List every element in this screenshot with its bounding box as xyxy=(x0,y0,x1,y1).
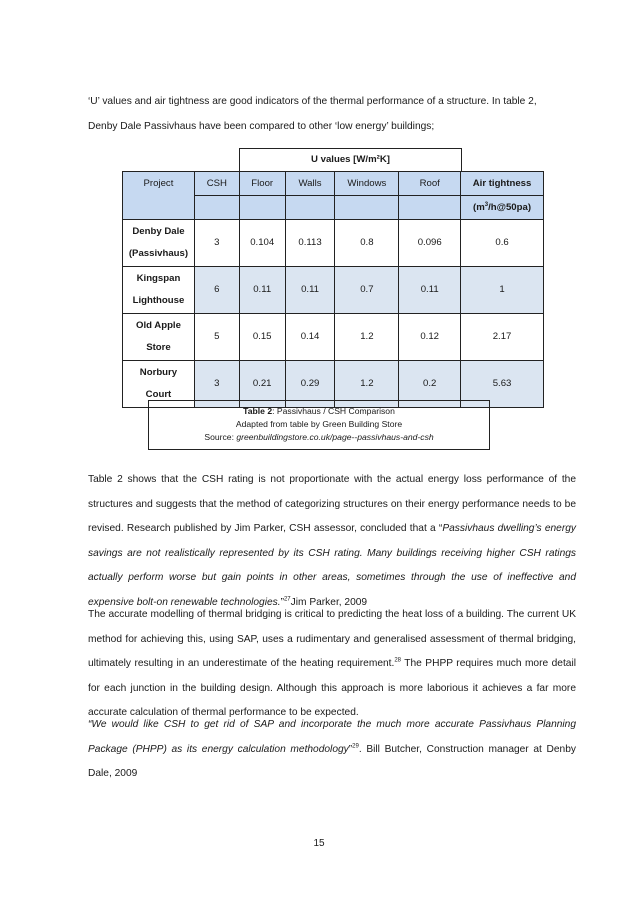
caption-label: Table 2 xyxy=(243,406,273,416)
project-cell: Kingspan Lighthouse xyxy=(123,267,195,314)
air-cell: 1 xyxy=(461,267,544,314)
intro-line-2: Denby Dale Passivhaus have been compared to other ‘low energy’ buildings; xyxy=(88,120,435,132)
parker-attribution: Jim Parker, 2009 xyxy=(290,596,368,608)
table-header-row xyxy=(123,172,544,196)
u-values-header: U values [W/m²K] xyxy=(239,148,462,172)
windows-cell: 0.8 xyxy=(335,220,399,267)
floor-cell: 0.15 xyxy=(239,314,285,361)
caption-source-url: greenbuildingstore.co.uk/page--passivhaus-and-csh xyxy=(236,432,434,442)
project-cell: Old Apple Store xyxy=(123,314,195,361)
table-row xyxy=(123,220,544,267)
air-cell: 0.6 xyxy=(461,220,544,267)
walls-cell: 0.29 xyxy=(285,361,335,408)
csh-cell: 5 xyxy=(194,314,239,361)
project-cell: Denby Dale (Passivhaus) xyxy=(123,220,195,267)
table-row xyxy=(123,314,544,361)
project-cell: Norbury Court xyxy=(123,361,195,408)
table-unit-row xyxy=(123,196,544,220)
col-windows: Windows xyxy=(335,172,399,196)
page-number: 15 xyxy=(313,838,325,849)
floor-cell: 0.11 xyxy=(239,267,285,314)
air-cell: 2.17 xyxy=(461,314,544,361)
floor-cell: 0.104 xyxy=(239,220,285,267)
csh-paragraph: Table 2 shows that the CSH rating is not proportionate with the actual energy loss performance of the structures and suggests that the method of categorizing structures on their energy performance needs to be revised. Research published by Jim Parker, CSH assessor, concluded that a “Passivhaus dwelling’s energy savings are not realistically represented by its CSH rating. Many buildings receiving higher CSH ratings actually perform worse but gain points in other areas, sometimes through the use of ineffective and expensive bolt-on renewable technologies.”$^{27}$Jim Parker, 2009 xyxy=(88,474,576,608)
walls-cell: 0.113 xyxy=(285,220,335,267)
col-air-tightness: Air tightness xyxy=(461,172,544,196)
caption-title: : Passivhaus / CSH Comparison xyxy=(272,406,395,416)
comparison-table xyxy=(122,171,544,408)
caption-source-label: Source: xyxy=(204,432,237,442)
footnote-ref: 27 xyxy=(283,596,291,603)
csh-cell: 3 xyxy=(194,220,239,267)
col-walls: Walls xyxy=(285,172,335,196)
table-caption xyxy=(148,400,490,450)
intro-line-1: ‘U’ values and air tightness are good indicators of the thermal performance of a structure. In table 2, xyxy=(88,96,537,107)
butcher-attribution: . Bill Butcher, Construction manager at Denby Dale, 2009 xyxy=(88,743,576,779)
csh-cell: 3 xyxy=(194,361,239,408)
windows-cell: 1.2 xyxy=(335,314,399,361)
walls-cell: 0.14 xyxy=(285,314,335,361)
footnote-ref: 29 xyxy=(352,743,359,750)
col-project: Project xyxy=(123,172,195,196)
intro-paragraph xyxy=(88,90,576,139)
butcher-quote: “We would like CSH to get rid of SAP and incorporate the much more accurate Passivhaus Planning Package (PHPP) as its energy calculation methodology xyxy=(88,719,576,755)
windows-cell: 0.7 xyxy=(335,267,399,314)
roof-cell: 0.096 xyxy=(399,220,461,267)
csh-cell: 6 xyxy=(194,267,239,314)
thermal-bridging-paragraph: The accurate modelling of thermal bridging is critical to predicting the heat loss of a building. The current UK method for achieving this, using SAP, uses a rudimentary and generalised assessment of thermal bridging, ultimately resulting in an underestimate of the heating requirement.$^{28}$ The PHPP requires much more detail for each junction in the building design. Although this approach is more laborious it achieves a far more accurate calculation of thermal performance to be expected. xyxy=(88,609,576,718)
air-tightness-unit: $(m^3/h@50pa)$ xyxy=(461,196,544,220)
roof-cell: 0.11 xyxy=(399,267,461,314)
windows-cell: 1.2 xyxy=(335,361,399,408)
butcher-quote-paragraph: “We would like CSH to get rid of SAP and incorporate the much more accurate Passivhaus Planning Package (PHPP) as its energy calculation methodology”$^{29}$. Bill Butcher, Construction manager at Denby Dale, 2009 xyxy=(88,719,576,779)
col-roof: Roof xyxy=(399,172,461,196)
caption-adapted: Adapted from table by Green Building Store xyxy=(235,419,403,429)
roof-cell: 0.2 xyxy=(399,361,461,408)
parker-quote: Passivhaus dwelling’s energy savings are not realistically represented by its CSH rating. Many buildings receiving higher CSH ratings actually perform worse but gain points in other areas, sometimes through the use of ineffective and expensive bolt-on renewable technologies. xyxy=(88,523,576,608)
floor-cell: 0.21 xyxy=(239,361,285,408)
table-row xyxy=(123,267,544,314)
footnote-ref: 28 xyxy=(394,657,401,664)
air-cell: 5.63 xyxy=(461,361,544,408)
col-csh: CSH xyxy=(194,172,239,196)
col-floor: Floor xyxy=(239,172,285,196)
roof-cell: 0.12 xyxy=(399,314,461,361)
walls-cell: 0.11 xyxy=(285,267,335,314)
